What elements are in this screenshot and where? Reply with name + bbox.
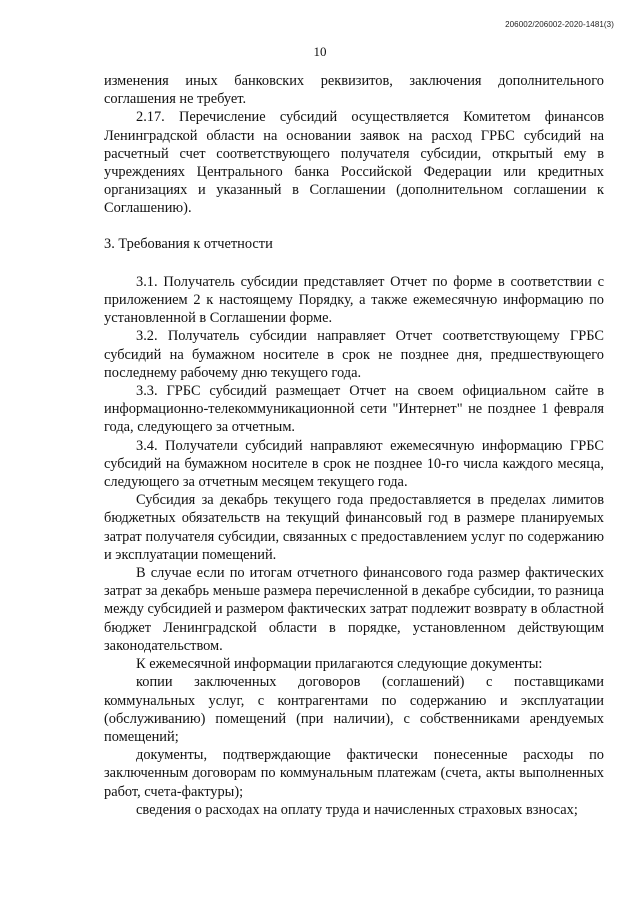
paragraph-3-4: 3.4. Получатели субсидий направляют ежемесячную информацию ГРБС субсидий на бумажном носителе в срок не позднее 10-го числа каждого месяца, следующего за отчетным месяцем текущего года. <box>104 437 604 491</box>
paragraph-2-17: 2.17. Перечисление субсидий осуществляется Комитетом финансов Ленинградской области на основании заявок на расход ГРБС субсидий на расчетный счет соответствующего получателя субсидии, открытый ему в учреждениях Центрального банка Российской Федерации или кредитных организациях и указанный в Соглашении (дополнительном соглашении к Соглашению). <box>104 109 604 217</box>
section-title: 3. Требования к отчетности <box>104 235 273 252</box>
list-item-contracts: копии заключенных договоров (соглашений) с поставщиками коммунальных услуг, с контрагентами по содержанию и эксплуатации (обслуживанию) помещений (при наличии), с собственниками арендуемых помещений; <box>104 674 604 745</box>
paragraph-intro-continuation: изменения иных банковских реквизитов, заключения дополнительного соглашения не требует. <box>104 73 604 108</box>
document-body <box>104 72 604 819</box>
paragraph-3-1: 3.1. Получатель субсидии представляет Отчет по форме в соответствии с приложением 2 к настоящему Порядку, а также ежемесячную информацию по установленной в Соглашении форме. <box>104 273 604 327</box>
paragraph-documents-intro: К ежемесячной информации прилагаются следующие документы: <box>136 656 543 673</box>
list-item-confirming-documents: документы, подтверждающие фактически понесенные расходы по заключенным договорам по коммунальным платежам (счета, акты выполненных работ, счета-фактуры); <box>104 747 604 800</box>
page-number: 10 <box>313 44 327 59</box>
list-item-salary-info: сведения о расходах на оплату труда и начисленных страховых взносах; <box>136 801 578 818</box>
document-id: 206002/206002-2020-1481(3) <box>505 20 614 29</box>
paragraph-december-subsidy: Субсидия за декабрь текущего года предоставляется в пределах лимитов бюджетных обязательств на текущий финансовый год в размере планируемых затрат получателя субсидии, связанных с предоставлением услуг по содержанию и эксплуатации помещений. <box>104 492 604 563</box>
paragraph-refund: В случае если по итогам отчетного финансового года размер фактических затрат за декабрь меньше размера перечисленной в декабре субсидии, то разница между субсидией и размером фактических затрат подлежит возврату в областной бюджет Ленинградской области в порядке, установленном действующим законодательством. <box>104 565 604 654</box>
paragraph-3-3: 3.3. ГРБС субсидий размещает Отчет на своем официальном сайте в информационно-телекоммуникационной сети "Интернет" не позднее 1 февраля года, следующего за отчетным. <box>104 383 604 436</box>
paragraph-3-2: 3.2. Получатель субсидии направляет Отчет соответствующему ГРБС субсидий на бумажном носителе в срок не позднее дня, предшествующего последнему рабочему дню текущего года. <box>104 328 604 381</box>
